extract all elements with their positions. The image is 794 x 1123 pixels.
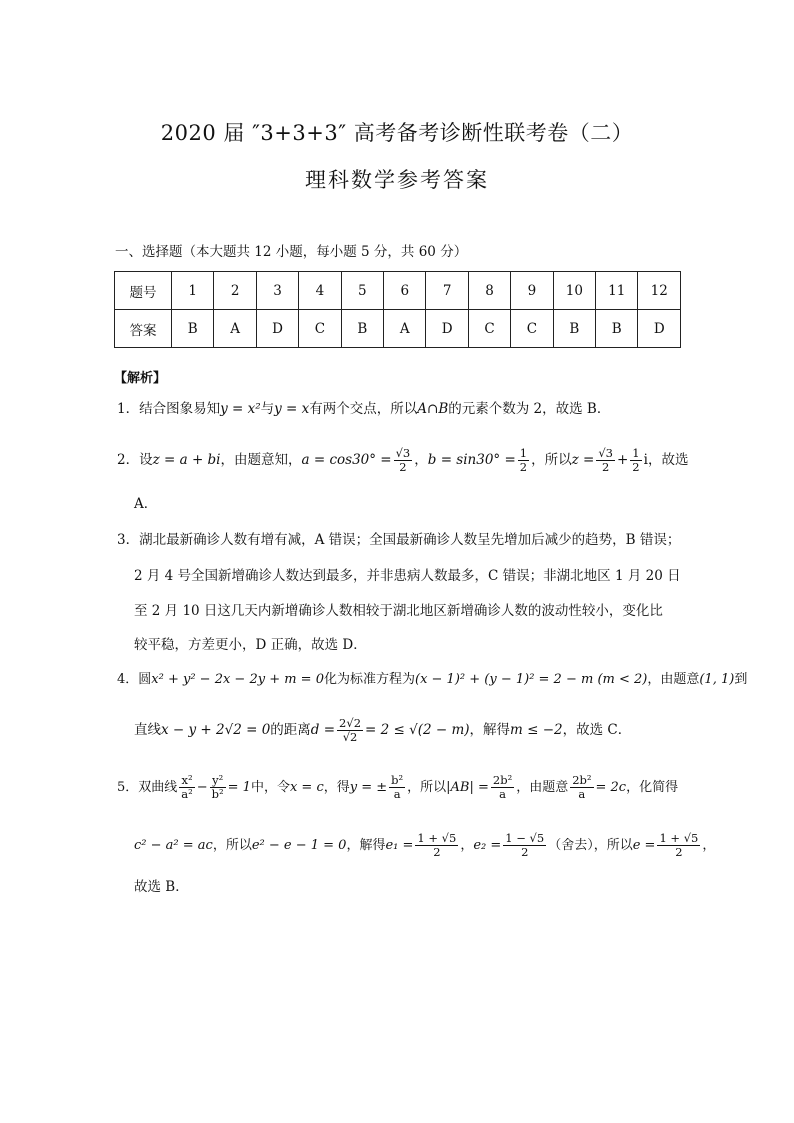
math-expr: e² − e − 1 = 0	[251, 838, 347, 853]
text-run: ，由题意	[647, 672, 700, 687]
analysis-item-1	[117, 399, 610, 419]
text-run: 的距离	[270, 722, 311, 738]
table-row	[115, 310, 681, 348]
fraction	[503, 832, 546, 859]
table-cell: 4	[299, 272, 341, 310]
table-cell: 8	[468, 272, 510, 310]
math-expr: m ≤ −2	[510, 722, 563, 738]
math-expr: e₂ =	[473, 838, 502, 853]
table-cell: C	[468, 310, 510, 348]
table-cell: D	[256, 310, 298, 348]
fraction-denominator: 2	[632, 460, 640, 474]
text-run: 到	[734, 672, 748, 687]
table-cell: 5	[341, 272, 383, 310]
analysis-item-5-continued	[134, 832, 715, 859]
math-expr: z =	[571, 452, 595, 468]
fraction-numerator: √3	[395, 446, 411, 460]
text-run: 中，令	[250, 780, 290, 795]
math-expr: e =	[632, 838, 656, 853]
section-heading: 一、选择题（本大题共 12 小题，每小题 5 分，共 60 分）	[115, 244, 468, 260]
fraction	[337, 717, 363, 744]
fraction-denominator: b²	[211, 787, 224, 801]
fraction	[518, 447, 529, 474]
table-cell: 2	[214, 272, 256, 310]
fraction-numerator: 1 − √5	[505, 831, 545, 845]
analysis-item-3-line4: 较平稳，方差更小，D 正确，故选 D．	[134, 637, 367, 653]
fraction-denominator: a	[578, 787, 586, 801]
math-expr: |AB| =	[446, 780, 489, 795]
analysis-item-4-continued	[134, 717, 631, 744]
analysis-item-3-line2: 2 月 4 号全国新增确诊人数达到最多，并非患病人数最多，C 错误；非湖北地区 1 月 20 日	[134, 568, 681, 584]
table-cell: 11	[596, 272, 638, 310]
table-cell: C	[299, 310, 341, 348]
table-cell: A	[384, 310, 426, 348]
text-run: +	[616, 452, 629, 468]
fraction	[210, 774, 226, 801]
table-cell: 9	[511, 272, 553, 310]
math-expr: (1, 1)	[699, 672, 735, 687]
fraction-denominator: 2	[675, 845, 683, 859]
answer-table	[114, 271, 681, 348]
table-cell: 1	[172, 272, 214, 310]
table-cell: 3	[256, 272, 298, 310]
table-cell: B	[596, 310, 638, 348]
text-run: 化为标准方程为	[323, 672, 415, 687]
fraction-denominator: a²	[181, 787, 193, 801]
text-run: ，解得	[469, 722, 511, 738]
fraction-numerator: √3	[598, 446, 613, 460]
text-run: ，所以	[212, 838, 252, 853]
text-run: ，	[460, 838, 474, 853]
math-expr: c² − a² = ac	[134, 838, 213, 853]
table-cell: A	[214, 310, 256, 348]
fraction-denominator: a	[499, 787, 506, 801]
text-run: i，故选	[643, 452, 689, 468]
text-run: 的元素个数为 2，故选 B．	[448, 401, 611, 417]
fraction	[389, 774, 405, 801]
table-row	[115, 272, 681, 310]
text-run: −	[196, 780, 208, 795]
fraction-numerator: 2b²	[492, 773, 513, 787]
text-run: 直线	[134, 722, 161, 738]
table-cell: C	[511, 310, 553, 348]
fraction	[657, 832, 700, 859]
table-cell: B	[341, 310, 383, 348]
text-run: 5．双曲线	[117, 780, 178, 795]
math-expr: x² + y² − 2x − 2y + m = 0	[151, 672, 324, 687]
analysis-item-2-continued: A．	[134, 496, 158, 512]
text-run: 4．圆	[117, 672, 152, 687]
math-expr: a = cos30° =	[301, 452, 392, 468]
fraction-numerator: 2b²	[572, 773, 592, 787]
table-cell: 6	[384, 272, 426, 310]
math-expr: x = c	[289, 780, 324, 795]
table-cell: B	[553, 310, 595, 348]
math-expr: y = x	[274, 401, 310, 417]
fraction-numerator: 1 + √5	[659, 831, 699, 845]
text-run: 2．设	[117, 452, 153, 468]
analysis-item-4	[117, 670, 747, 690]
analysis-item-3-line1: 3．湖北最新确诊人数有增有减，A 错误；全国最新确诊人数呈先增加后减少的趋势，B 错误；	[117, 532, 681, 548]
math-expr: A∩B	[417, 401, 449, 417]
fraction-numerator: 2√2	[339, 716, 362, 730]
text-run: ，故选 C．	[562, 722, 632, 738]
analysis-label: 【解析】	[114, 371, 167, 386]
text-run: ，由题意	[516, 780, 569, 795]
fraction	[394, 447, 413, 474]
text-run: ，化简得	[626, 780, 679, 795]
text-run: ，	[702, 838, 716, 853]
table-cell: 10	[553, 272, 595, 310]
math-expr: x − y + 2√2 = 0	[161, 722, 271, 738]
fraction-numerator: 1 + √5	[417, 831, 457, 845]
document-subtitle: 理科数学参考答案	[305, 168, 489, 192]
table-row-label: 答案	[115, 310, 172, 348]
fraction-numerator: b²	[391, 773, 404, 787]
analysis-item-3-line3: 至 2 月 10 日这几天内新增确诊人数相较于湖北地区新增确诊人数的波动性较小，变化比	[134, 603, 663, 619]
fraction-denominator: 2	[601, 460, 610, 474]
math-expr: e₁ =	[385, 838, 414, 853]
math-expr: z = a + bi	[152, 452, 221, 468]
text-run: ，所以	[531, 452, 572, 468]
table-cell: B	[172, 310, 214, 348]
analysis-item-2	[117, 447, 688, 474]
fraction-denominator: 2	[433, 845, 441, 859]
text-run: ，	[414, 452, 428, 468]
fraction	[596, 447, 615, 474]
math-expr: = 2 ≤ √(2 − m)	[365, 722, 470, 738]
table-row-label: 题号	[115, 272, 172, 310]
fraction-numerator: 1	[519, 446, 528, 460]
table-cell: 12	[638, 272, 681, 310]
math-expr: b = sin30° =	[427, 452, 516, 468]
fraction-denominator: 2	[399, 460, 407, 474]
table-cell: D	[426, 310, 468, 348]
fraction	[491, 774, 514, 801]
table-cell: D	[638, 310, 681, 348]
text-run: ，所以	[407, 780, 447, 795]
math-expr: y = ±	[349, 780, 388, 795]
text-run: 与	[260, 401, 275, 417]
fraction	[570, 774, 593, 801]
document-title: 2020 届 ″3+3+3″ 高考备考诊断性联考卷（二）	[160, 121, 634, 145]
text-run: （舍去），所以	[548, 838, 633, 853]
fraction-numerator: y²	[210, 774, 226, 788]
text-run: ，得	[323, 780, 350, 795]
text-run: ，解得	[346, 838, 386, 853]
text-run: ，由题意知，	[220, 452, 302, 468]
math-expr: (x − 1)² + (y − 1)² = 2 − m (m < 2)	[415, 672, 648, 687]
text-run: 有两个交点，所以	[309, 401, 418, 417]
fraction-denominator: 2	[519, 460, 528, 474]
table-cell: 7	[426, 272, 468, 310]
fraction-numerator: 1	[632, 446, 640, 460]
fraction-denominator: 2	[521, 845, 529, 859]
analysis-item-5	[117, 774, 678, 801]
fraction	[415, 832, 458, 859]
fraction	[179, 774, 194, 801]
fraction-denominator: a	[393, 787, 401, 801]
fraction-denominator: √2	[342, 730, 358, 744]
math-expr: y = x²	[220, 401, 261, 417]
math-expr: d =	[310, 722, 336, 738]
math-expr: = 2c	[595, 780, 627, 795]
text-run: 1．结合图象易知	[117, 401, 221, 417]
fraction-numerator: x²	[179, 774, 194, 788]
fraction	[630, 447, 641, 474]
math-expr: = 1	[227, 780, 251, 795]
analysis-item-5-conclusion: 故选 B．	[134, 879, 189, 895]
